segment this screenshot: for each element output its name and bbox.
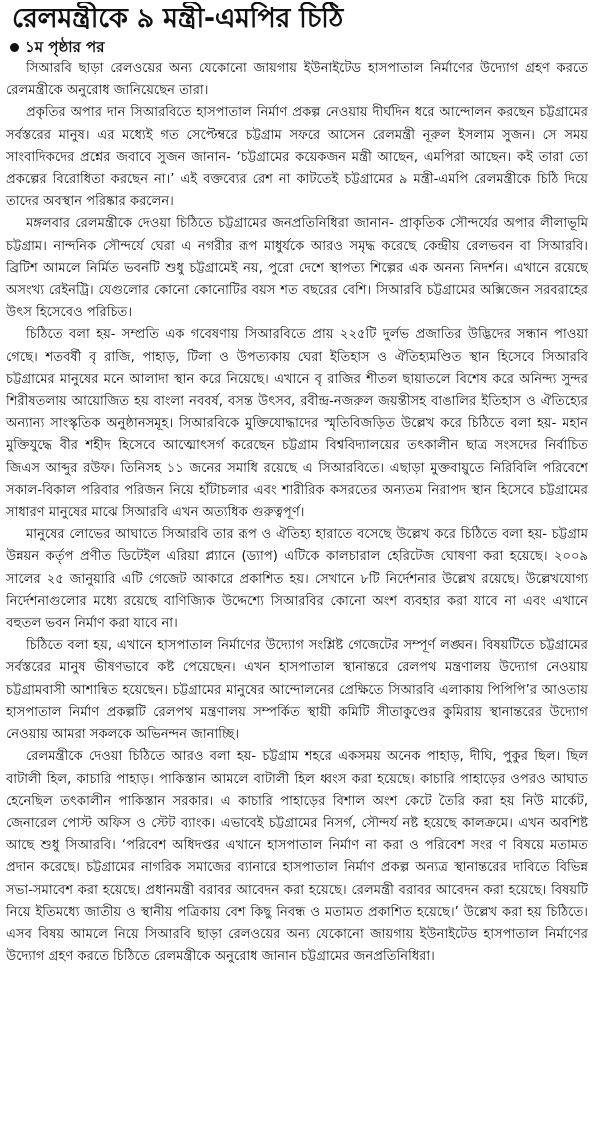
continued-from-marker <box>10 37 588 57</box>
paragraph: রেলমন্ত্রীকে দেওয়া চিঠিতে আরও বলা হয়- চট্টগ্রাম শহরে একসময় অনেক পাহাড়, দীঘি, পুকুর ছিল। ছিল বাটালী হিল, কাচারি পাহাড়। পাকিস্তান আমলে বাটালী হিল ধ্বংস করা হয়েছে। কাচারি পাহাড়ের ওপরও আঘাত হেনেছিল তৎকালীন পাকিস্তান সরকার। এ কাচারি পাহাড়ের বিশাল অংশ কেটে তৈরি করা হয় নিউ মার্কেট, জেনারেল পোস্ট অফিস ও স্টেট ব্যাংক। এভাবেই চট্টগ্রামের নিসর্গ, সৌন্দর্য নষ্ট হয়েছে কালক্রমে। এখন অবশিষ্ট আছে শুধু সিআরবি। ‘পরিবেশ অধিদপ্তর এখানে হাসপাতাল নির্মাণ না করা ও পরিবেশ সংর ণ বিষয়ে মতামত প্রদান করেছে। চট্টগ্রামের নাগরিক সমাজের ব্যানারে হাসপাতাল নির্মাণ প্রকল্প অন্যত্র স্থানান্তরের দাবিতে বিভিন্ন সভা-সমাবেশ করা হয়েছে। প্রধানমন্ত্রী বরাবর আবেদন করা হয়েছে। রেলমন্ত্রী বরাবর আবেদন করা হয়েছে। বিষয়টি নিয়ে ইতিমধ্যে জাতীয় ও স্থানীয় পত্রিকায় বেশ কিছু নিবন্ধ ও মতামত প্রকাশিত হয়েছে।’ উল্লেখ করা হয় চিঠিতে। এসব বিষয় আমলে নিয়ে সিআরবি ছাড়া রেলওয়ের অন্য যেকোনো জায়গায় ইউনাইটেড হাসপাতাল নির্মাণের উদ্যোগ গ্রহণ করতে চিঠিতে রেলমন্ত্রীকে অনুরোধ জানান চট্টগ্রামের জনপ্রতিনিধিরা। <box>6 749 588 965</box>
continued-from-label: ১ম পৃষ্ঠার পর <box>25 38 105 56</box>
paragraph: চিঠিতে বলা হয়- সম্প্রতি এক গবেষণায় সিআরবিতে প্রায় ২২৫টি দুর্লভ প্রজাতির উদ্ভিদের সন্ধান পাওয়া গেছে। শতবর্ষী বৃ রাজি, পাহাড়, টিলা ও উপত্যকায় ঘেরা ইতিহাস ও ঐতিহ্যমণ্ডিত স্থান হিসেবে সিআরবি চট্টগ্রামের মানুষের মনে আলাদা স্থান করে নিয়েছে। এখানে বৃ রাজির শীতল ছায়াতলে বিশেষ করে অনিন্দ্য সুন্দর শিরীষতলায় আয়োজিত হয় বাংলা নববর্ষ, বসন্ত উৎসব, রবীন্দ্র-নজরুল জয়ন্তীসহ বাঙালির ইতিহাস ও ঐতিহ্যের অন্যান্য সাংস্কৃতিক অনুষ্ঠানসমূহ। সিআরবিকে মুক্তিযোদ্ধাদের স্মৃতিবিজড়িত উল্লেখ করে চিঠিতে বলা হয়- মহান মুক্তিযুদ্ধে বীর শহীদ হিসেবে আত্মোৎসর্গ করেছেন চট্টগ্রাম বিশ্ববিদ্যালয়ের তৎকালীন ছাত্র সংসদের নির্বাচিত জিএস আব্দুর রউফ। তিনিসহ ১১ জনের সমাধি রয়েছে এ সিআরবিতে। এছাড়া মুক্তবায়ুতে নিরিবিলি পরিবেশে সকাল-বিকাল পরিবার পরিজন নিয়ে হাঁটাচলার এবং শারীরিক কসরতের অন্যতম নিরাপদ স্থান হিসেবে চট্টগ্রামের সাধারণ মানুষের মাঝে সিআরবি এখন অত্যধিক গুরুত্বপূর্ণ। <box>6 327 588 521</box>
paragraph: প্রকৃতির অপার দান সিআরবিতে হাসপাতাল নির্মাণ প্রকল্প নেওয়ায় দীর্ঘদিন ধরে আন্দোলন করছেন চট্টগ্রামের সর্বস্তরের মানুষ। এর মধ্যেই গত সেপ্টেম্বরে চট্টগ্রাম সফরে আসেন রেলমন্ত্রী নূরুল ইসলাম সুজন। সে সময় সাংবাদিকদের প্রশ্নের জবাবে সুজন জানান- ‘চট্টগ্রামের কয়েকজন মন্ত্রী আছেন, এমপিরা আছেন। কই তারা তো প্রকল্পের বিরোধিতা করছেন না।’ এই বক্তব্যের রেশ না কাটতেই চট্টগ্রামের ৯ মন্ত্রী-এমপি রেলমন্ত্রীকে চিঠি দিয়ে তাদের অবস্থান পরিষ্কার করলেন। <box>6 105 588 210</box>
headline: রেলমন্ত্রীকে ৯ মন্ত্রী-এমপির চিঠি <box>12 3 344 34</box>
article-body <box>6 58 588 968</box>
paragraph: মানুষের লোভের আঘাতে সিআরবি তার রূপ ও ঐতিহ্য হারাতে বসেছে উল্লেখ করে চিঠিতে বলা হয়- চট্টগ্রাম উন্নয়ন কর্তৃপ প্রণীত ডিটেইল এরিয়া প্ল্যানে (ড্যাপ) এটিকে কালচারাল হেরিটেজ ঘোষণা করা হয়েছে। ২০০৯ সালের ২৫ জানুয়ারি এটি গেজেট আকারে প্রকাশিত হয়। সেখানে ৮টি নির্দেশনার উল্লেখ রয়েছে। উল্লেখযোগ্য নির্দেশনাগুলোর মধ্যে রয়েছে বাণিজ্যিক উদ্দেশ্যে সিআরবির কোনো অংশ ব্যবহার করা যাবে না এবং এখানে বহুতল ভবন নির্মাণ করা যাবে না। <box>6 527 588 632</box>
paragraph: চিঠিতে বলা হয়, এখানে হাসপাতাল নির্মাণের উদ্যোগ সংশ্লিষ্ট গেজেটের সম্পূর্ণ লঙ্ঘন। বিষয়টিতে চট্টগ্রামের সর্বস্তরের মানুষ ভীষণভাবে কষ্ট পেয়েছেন। এখন হাসপাতাল স্থানান্তরে রেলপথ মন্ত্রণালয় উদ্যোগ নেওয়ায় চট্টগ্রামবাসী আশান্বিত হয়েছেন। চট্টগ্রামের মানুষের আন্দোলনের প্রেক্ষিতে সিআরবি এলাকায় পিপিপি’র আওতায় হাসপাতাল নির্মাণ প্রকল্পটি রেলপথ মন্ত্রণালয় সম্পর্কিত স্থায়ী কমিটি সীতাকুণ্ডের কুমিরায় স্থানান্তরের উদ্যোগ নেওয়ায় আমরা সকলকে অভিনন্দন জানাচ্ছি। <box>6 638 588 743</box>
paragraph: মঙ্গলবার রেলমন্ত্রীকে দেওয়া চিঠিতে চট্টগ্রামের জনপ্রতিনিধিরা জানান- প্রাকৃতিক সৌন্দর্যের অপার লীলাভূমি চট্টগ্রাম। নান্দনিক সৌন্দর্যে ঘেরা এ নগরীর রূপ মাধুর্যকে আরও সমৃদ্ধ করেছে কেন্দ্রীয় রেলভবন বা সিআরবি। ব্রিটিশ আমলে নির্মিত ভবনটি শুধু চট্টগ্রামেই নয়, পুরো দেশে স্থাপত্য শিল্পের এক অনন্য নিদর্শন। এখানে রয়েছে অসংখ্য রেইনট্রি। যেগুলোর কোনো কোনোটির বয়স শত বছরের বেশি। সিআরবি চট্টগ্রামের অক্সিজেন সরবরাহের উৎস হিসেবেও পরিচিত। <box>6 216 588 321</box>
paragraph: সিআরবি ছাড়া রেলওয়ের অন্য যেকোনো জায়গায় ইউনাইটেড হাসপাতাল নির্মাণের উদ্যোগ গ্রহণ করতে রেলমন্ত্রীকে অনুরোধ জানিয়েছেন তারা। <box>6 61 588 99</box>
bullet-icon <box>10 43 19 52</box>
